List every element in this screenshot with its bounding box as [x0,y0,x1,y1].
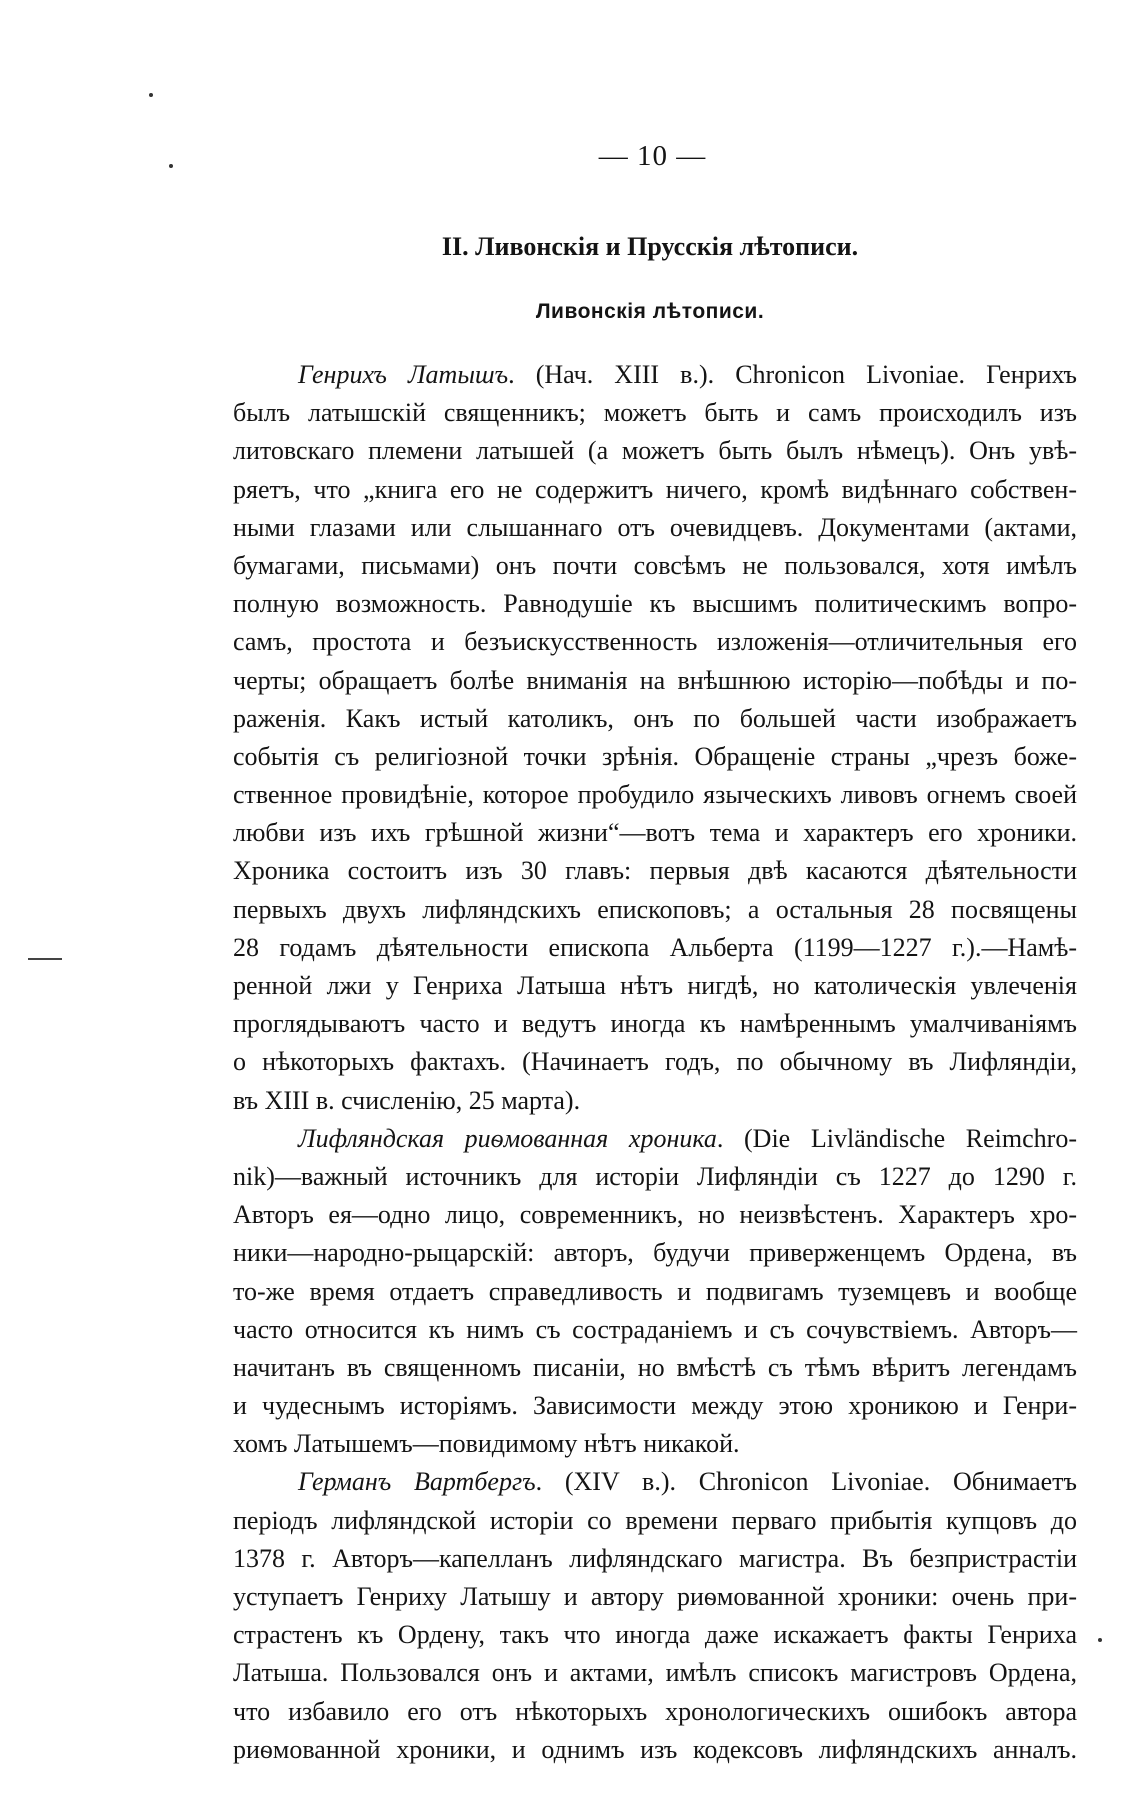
text-line [233,1273,1077,1311]
text-line [233,1234,1077,1272]
text-line [233,700,1077,738]
italic-author-name: Лифляндская риѳмованная хроника [298,1123,717,1153]
section-title: II. Ливонскія и Прусскія лѣтописи. [441,232,859,261]
text-line [233,776,1077,814]
text-run: хомъ Латышемъ—повидимому нѣтъ никакой. [233,1429,740,1459]
text-run: раженія. Какъ истый католикъ, онъ по большей части изображаетъ [233,703,1077,733]
text-line [233,1082,1077,1120]
margin-speck [149,93,153,97]
text-run: въ XIII в. счисленію, 25 марта). [233,1085,581,1115]
text-run: любви изъ ихъ грѣшной жизни“—вотъ тема и характеръ его хроники. [233,818,1077,848]
text-line [233,471,1077,509]
text-line [233,738,1077,776]
text-line [233,1616,1077,1654]
text-line [233,1578,1077,1616]
text-run: уступаетъ Генриху Латышу и автору риѳмованной хроники: очень при- [233,1582,1077,1611]
text-run: бумагами, письмами) онъ почти совсѣмъ не пользовался, хотя имѣлъ [233,550,1077,580]
text-line [233,1463,1077,1501]
text-run: . (XIV в.). Chronicon Livoniae. Обнимаетъ [535,1467,1077,1497]
text-run: 28 годамъ дѣятельности епископа Альберта (1199—1227 г.).—Намѣ- [233,932,1077,962]
text-run: періодъ лифляндской исторіи со времени перваго прибытія купцовъ до [233,1505,1077,1535]
text-line [233,1425,1077,1463]
text-run: часто относится къ нимъ съ состраданіемъ и съ сочувствіемъ. Авторъ— [233,1314,1077,1344]
text-run: черты; обращаетъ болѣе вниманія на внѣшнюю исторію—побѣды и по- [233,665,1077,695]
text-line [233,1387,1077,1425]
text-line [233,1196,1077,1234]
text-run: первыхъ двухъ лифляндскихъ епископовъ; а остальныя 28 посвящены [233,894,1077,924]
text-line [233,432,1077,470]
subsection-title: Ливонскія лѣтописи. [535,300,765,323]
text-line [233,852,1077,890]
text-line [233,509,1077,547]
page-number: — 10 — [598,140,707,172]
text-line [233,1502,1077,1540]
text-line [233,1540,1077,1578]
italic-author-name: Генрихъ Латышъ [298,360,509,389]
text-line [233,1693,1077,1731]
text-run: о нѣкоторыхъ фактахъ. (Начинаетъ годъ, по обычному въ Лифляндіи, [233,1047,1077,1077]
text-run: 1378 г. Авторъ—капелланъ лифляндскаго магистра. Въ безпристрастіи [233,1543,1077,1573]
text-line [233,623,1077,661]
text-line [233,1654,1077,1692]
text-run: ники—народно-рыцарскій: авторъ, будучи приверженцемъ Ордена, въ [233,1238,1077,1268]
text-line [233,1120,1077,1158]
text-run: ренной лжи у Генриха Латыша нѣтъ нигдѣ, но католическія увлеченія [233,971,1077,1000]
text-run: былъ латышскій священникъ; можетъ быть и самъ происходилъ изъ [233,398,1077,428]
text-run: полную возможность. Равнодушіе къ высшимъ политическимъ вопро- [233,589,1077,619]
text-run: . (Нач. XIII в.). Chronicon Livoniae. Генрихъ [508,360,1077,389]
text-run: проглядываютъ часто и ведутъ иногда къ намѣреннымъ умалчиваніямъ [233,1009,1077,1039]
text-line [233,967,1077,1005]
text-run: то-же время отдаетъ справедливость и подвигамъ туземцевъ и вообще [233,1276,1077,1306]
text-line [233,356,1077,394]
text-line [233,1043,1077,1081]
text-line [233,1005,1077,1043]
text-run: ственное провидѣніе, которое пробудило языческихъ ливовъ огнемъ своей [233,780,1077,810]
text-line [233,1158,1077,1196]
text-line [233,1731,1077,1769]
text-line [233,929,1077,967]
text-run: . (Die Livländische Reimchro- [716,1123,1077,1153]
margin-mark [28,958,62,960]
text-line [233,662,1077,700]
text-line [233,1311,1077,1349]
text-run: Хроника состоитъ изъ 30 главъ: первыя двѣ касаются дѣятельности [233,856,1077,886]
text-run: событія съ религіозной точки зрѣнія. Обращеніе страны „чрезъ боже- [233,741,1077,771]
text-line [233,891,1077,929]
text-line [233,547,1077,585]
text-line [233,585,1077,623]
text-line [233,1349,1077,1387]
text-run: начитанъ въ священномъ писаніи, но вмѣстѣ съ тѣмъ вѣритъ легендамъ [233,1352,1077,1382]
text-run: nik)—важный источникъ для исторіи Лифляндіи съ 1227 до 1290 г. [233,1161,1077,1191]
text-run: страстенъ къ Ордену, такъ что иногда даже искажаетъ факты Генриха [233,1620,1077,1650]
text-run: самъ, простота и безъискусственность изложенія—отличительныя его [233,627,1077,657]
text-run: что избавило его отъ нѣкоторыхъ хронологическихъ ошибокъ автора [233,1696,1077,1726]
text-run: и чудеснымъ исторіямъ. Зависимости между этою хроникою и Генри- [233,1391,1077,1421]
body-text [233,356,1077,1769]
text-run: Авторъ ея—одно лицо, современникъ, но неизвѣстенъ. Характеръ хро- [233,1200,1077,1230]
text-run: литовскаго племени латышей (а можетъ быть былъ нѣмецъ). Онъ увѣ- [233,436,1077,466]
margin-speck [1098,1638,1102,1642]
text-run: риѳмованной хроники, и однимъ изъ кодексовъ лифляндскихъ анналъ. [233,1734,1077,1764]
text-run: Латыша. Пользовался онъ и актами, имѣлъ списокъ магистровъ Ордена, [233,1658,1077,1688]
text-run: ряетъ, что „книга его не содержитъ ничего, кромѣ видѣннаго собствен- [233,474,1077,504]
text-run: ными глазами или слышаннаго отъ очевидцевъ. Документами (актами, [233,512,1077,542]
italic-author-name: Германъ Вартбергъ [298,1467,536,1497]
text-line [233,814,1077,852]
text-line [233,394,1077,432]
